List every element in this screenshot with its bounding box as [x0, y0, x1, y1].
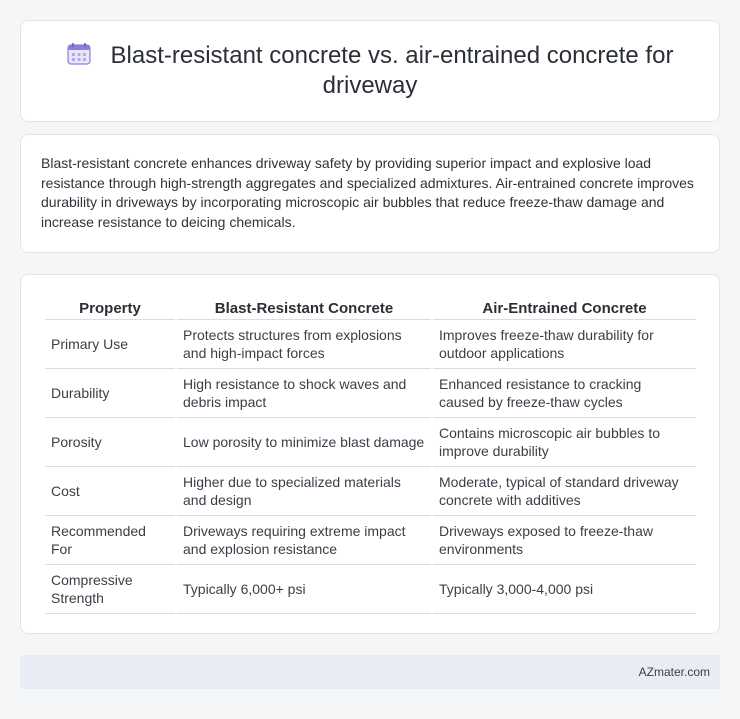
table-row — [45, 369, 696, 418]
comparison-table-card — [20, 274, 720, 634]
cell-air: Contains microscopic air bubbles to improve durability — [433, 418, 696, 467]
cell-blast: Protects structures from explosions and high-impact forces — [177, 320, 431, 369]
header-blast-resistant: Blast-Resistant Concrete — [177, 293, 431, 320]
cell-blast: High resistance to shock waves and debris impact — [177, 369, 431, 418]
cell-air: Enhanced resistance to cracking caused by freeze-thaw cycles — [433, 369, 696, 418]
cell-air: Moderate, typical of standard driveway concrete with additives — [433, 467, 696, 516]
summary-text: Blast-resistant concrete enhances driveway safety by providing superior impact and explosive load resistance through high-strength aggregates and specialized admixtures. Air-entrained concrete improves durability in driveways by incorporating microscopic air bubbles that reduce freeze-thaw damage and increase resistance to deicing chemicals. — [41, 155, 694, 230]
cell-blast: Low porosity to minimize blast damage — [177, 418, 431, 467]
table-row — [45, 565, 696, 614]
cell-air: Improves freeze-thaw durability for outdoor applications — [433, 320, 696, 369]
cell-blast: Typically 6,000+ psi — [177, 565, 431, 614]
table-row — [45, 516, 696, 565]
summary-card — [20, 134, 720, 253]
cell-blast: Driveways requiring extreme impact and explosion resistance — [177, 516, 431, 565]
table-header-row — [45, 293, 696, 320]
page-title-wrap — [61, 41, 679, 101]
cell-property: Porosity — [45, 418, 175, 467]
cell-air: Driveways exposed to freeze-thaw environments — [433, 516, 696, 565]
cell-air: Typically 3,000-4,000 psi — [433, 565, 696, 614]
cell-property: Cost — [45, 467, 175, 516]
footer — [20, 655, 720, 689]
table-row — [45, 467, 696, 516]
header-air-entrained: Air-Entrained Concrete — [433, 293, 696, 320]
cell-property: Compressive Strength — [45, 565, 175, 614]
page-title: Blast-resistant concrete vs. air-entrained concrete for driveway — [110, 42, 674, 99]
footer-brand[interactable]: AZmater.com — [638, 665, 710, 679]
title-card — [20, 20, 720, 122]
comparison-table — [43, 293, 698, 614]
cell-property: Durability — [45, 369, 175, 418]
header-property: Property — [45, 293, 175, 320]
cell-property: Recommended For — [45, 516, 175, 565]
cell-blast: Higher due to specialized materials and design — [177, 467, 431, 516]
calendar-icon — [67, 43, 91, 65]
cell-property: Primary Use — [45, 320, 175, 369]
table-row — [45, 418, 696, 467]
table-row — [45, 320, 696, 369]
